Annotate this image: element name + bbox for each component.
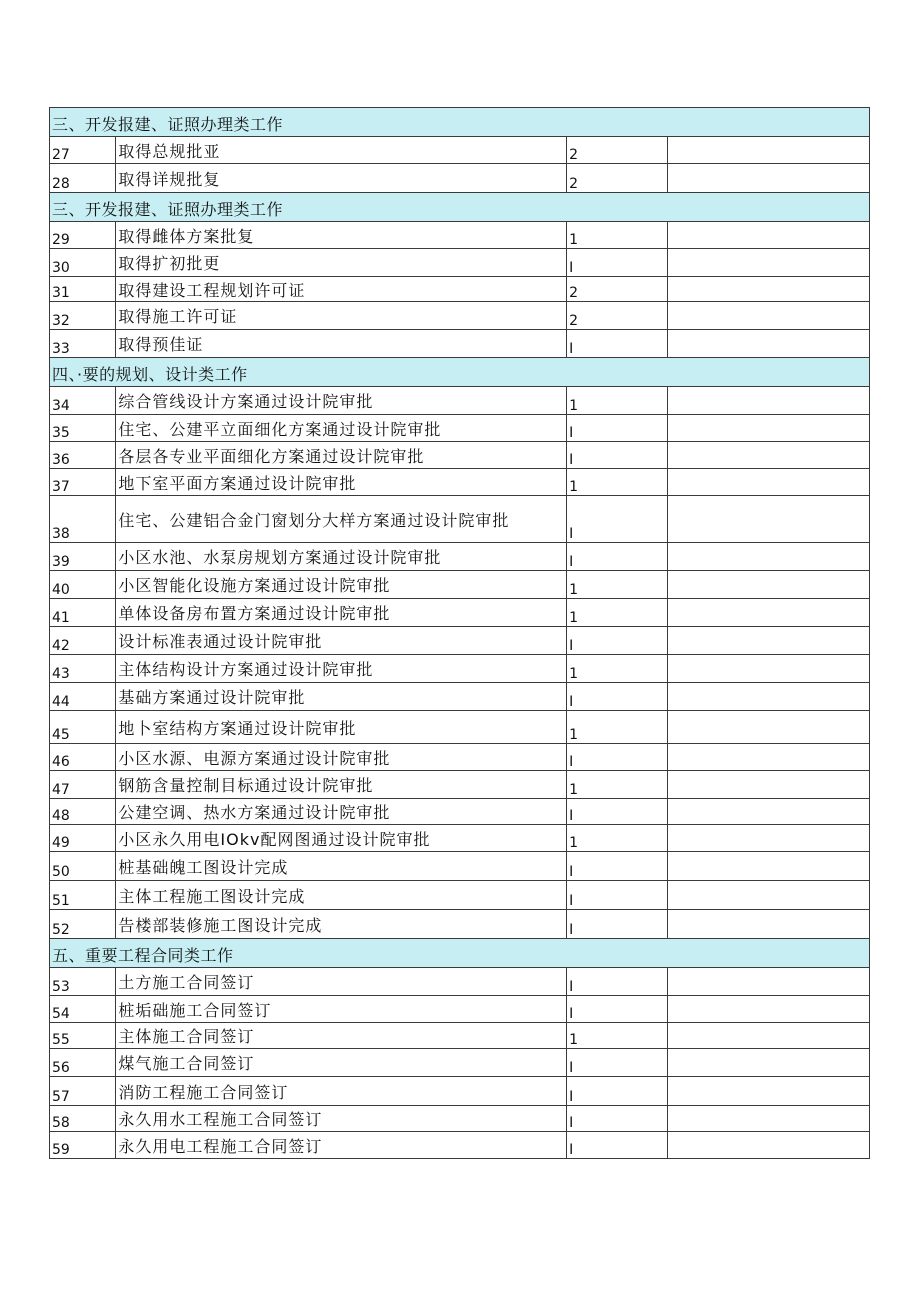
remark-cell: [667, 1077, 869, 1106]
task-name: 小区永久用电IOkv配网图通过设计院审批: [116, 825, 567, 852]
task-name: 土方施工合同签订: [116, 968, 567, 996]
table-row: [50, 571, 870, 599]
remark-cell: [667, 330, 869, 358]
row-number: 29: [50, 222, 116, 249]
row-number: 36: [50, 442, 116, 469]
table-row: [50, 277, 870, 302]
remark-cell: [667, 164, 869, 193]
remark-cell: [667, 543, 869, 571]
priority-value: 1: [567, 711, 668, 744]
task-name: 小区水池、水泵房规划方案通过设计院审批: [116, 543, 567, 571]
remark-cell: [667, 277, 869, 302]
remark-cell: [667, 683, 869, 711]
remark-cell: [667, 1106, 869, 1132]
row-number: 41: [50, 599, 116, 627]
table-row: [50, 1049, 870, 1077]
priority-value: I: [567, 1077, 668, 1106]
priority-value: 2: [567, 277, 668, 302]
table-row: [50, 1106, 870, 1132]
row-number: 43: [50, 655, 116, 683]
row-number: 40: [50, 571, 116, 599]
table-row: [50, 1077, 870, 1106]
task-name: 煤气施工合同签订: [116, 1049, 567, 1077]
table-row: [50, 330, 870, 358]
remark-cell: [667, 442, 869, 469]
remark-cell: [667, 881, 869, 910]
row-number: 46: [50, 744, 116, 771]
row-number: 44: [50, 683, 116, 711]
remark-cell: [667, 222, 869, 249]
work-plan-table: [49, 107, 870, 1159]
priority-value: I: [567, 442, 668, 469]
priority-value: I: [567, 496, 668, 543]
table-row: [50, 496, 870, 543]
remark-cell: [667, 571, 869, 599]
priority-value: I: [567, 330, 668, 358]
row-number: 48: [50, 799, 116, 825]
task-name: 取得建设工程规划许可证: [116, 277, 567, 302]
table-row: [50, 968, 870, 996]
table-row: [50, 543, 870, 571]
row-number: 51: [50, 881, 116, 910]
table-row: [50, 799, 870, 825]
table-row: [50, 249, 870, 277]
table-row: [50, 164, 870, 193]
priority-value: I: [567, 249, 668, 277]
table-row: [50, 599, 870, 627]
priority-value: I: [567, 852, 668, 881]
task-name: 主体工程施工图设计完成: [116, 881, 567, 910]
row-number: 53: [50, 968, 116, 996]
table-row: [50, 825, 870, 852]
priority-value: I: [567, 1132, 668, 1159]
row-number: 56: [50, 1049, 116, 1077]
task-name: 设计标准表通过设计院审批: [116, 627, 567, 655]
task-name: 永久用电工程施工合同签订: [116, 1132, 567, 1159]
row-number: 32: [50, 302, 116, 330]
row-number: 54: [50, 996, 116, 1023]
task-name: 小区智能化设施方案通过设计院审批: [116, 571, 567, 599]
priority-value: 1: [567, 771, 668, 799]
remark-cell: [667, 415, 869, 442]
remark-cell: [667, 655, 869, 683]
table-row: [50, 711, 870, 744]
task-name: 取得详规批复: [116, 164, 567, 193]
priority-value: 2: [567, 137, 668, 164]
task-name: 消防工程施工合同签订: [116, 1077, 567, 1106]
remark-cell: [667, 996, 869, 1023]
remark-cell: [667, 599, 869, 627]
task-name: 小区水源、电源方案通过设计院审批: [116, 744, 567, 771]
priority-value: 2: [567, 302, 668, 330]
priority-value: 1: [567, 387, 668, 415]
section-title: 三、开发报建、证照办理类工作: [50, 193, 870, 222]
task-name: 综合管线设计方案通过设计院审批: [116, 387, 567, 415]
table-row: [50, 302, 870, 330]
row-number: 49: [50, 825, 116, 852]
row-number: 34: [50, 387, 116, 415]
task-name: 取得雌体方案批复: [116, 222, 567, 249]
table-row: [50, 1023, 870, 1049]
task-name: 取得预佳证: [116, 330, 567, 358]
section-header: [50, 358, 870, 387]
task-name: 永久用水工程施工合同签订: [116, 1106, 567, 1132]
remark-cell: [667, 387, 869, 415]
row-number: 28: [50, 164, 116, 193]
priority-value: I: [567, 910, 668, 939]
task-name: 住宅、公建铝合金门窗划分大样方案通过设计院审批: [116, 496, 567, 543]
priority-value: I: [567, 683, 668, 711]
remark-cell: [667, 825, 869, 852]
table-row: [50, 655, 870, 683]
task-name: 地下室平面方案通过设计院审批: [116, 469, 567, 496]
priority-value: 1: [567, 1023, 668, 1049]
task-name: 主体结构设计方案通过设计院审批: [116, 655, 567, 683]
remark-cell: [667, 249, 869, 277]
row-number: 47: [50, 771, 116, 799]
table-row: [50, 852, 870, 881]
table-row: [50, 910, 870, 939]
priority-value: I: [567, 996, 668, 1023]
row-number: 35: [50, 415, 116, 442]
table-row: [50, 996, 870, 1023]
row-number: 37: [50, 469, 116, 496]
priority-value: 1: [567, 599, 668, 627]
task-name: 钢筋含量控制目标通过设计院审批: [116, 771, 567, 799]
remark-cell: [667, 469, 869, 496]
task-name: 取得扩初批更: [116, 249, 567, 277]
section-title: 五、重要工程合同类工作: [50, 939, 870, 968]
task-name: 主体施工合同签订: [116, 1023, 567, 1049]
priority-value: 1: [567, 469, 668, 496]
priority-value: I: [567, 415, 668, 442]
remark-cell: [667, 627, 869, 655]
section-header: [50, 193, 870, 222]
row-number: 27: [50, 137, 116, 164]
remark-cell: [667, 799, 869, 825]
priority-value: I: [567, 627, 668, 655]
table-row: [50, 1132, 870, 1159]
remark-cell: [667, 1023, 869, 1049]
row-number: 31: [50, 277, 116, 302]
section-title: 四、·要的规划、设计类工作: [50, 358, 870, 387]
task-name: 住宅、公建平立面细化方案通过设计院审批: [116, 415, 567, 442]
remark-cell: [667, 302, 869, 330]
task-name: 取得施工许可证: [116, 302, 567, 330]
task-name: 单体设备房布置方案通过设计院审批: [116, 599, 567, 627]
priority-value: I: [567, 799, 668, 825]
task-name: 取得总规批亚: [116, 137, 567, 164]
remark-cell: [667, 852, 869, 881]
table-row: [50, 683, 870, 711]
table-row: [50, 442, 870, 469]
priority-value: 1: [567, 825, 668, 852]
remark-cell: [667, 968, 869, 996]
task-name: 地卜室结构方案通过设计院审批: [116, 711, 567, 744]
table-body: [50, 108, 870, 1159]
remark-cell: [667, 496, 869, 543]
table-row: [50, 627, 870, 655]
row-number: 39: [50, 543, 116, 571]
row-number: 59: [50, 1132, 116, 1159]
row-number: 58: [50, 1106, 116, 1132]
section-title: 三、开发报建、证照办理类工作: [50, 108, 870, 137]
remark-cell: [667, 771, 869, 799]
row-number: 57: [50, 1077, 116, 1106]
remark-cell: [667, 711, 869, 744]
row-number: 33: [50, 330, 116, 358]
table-row: [50, 137, 870, 164]
row-number: 30: [50, 249, 116, 277]
remark-cell: [667, 744, 869, 771]
table-row: [50, 881, 870, 910]
task-name: 公建空调、热水方案通过设计院审批: [116, 799, 567, 825]
remark-cell: [667, 910, 869, 939]
task-name: 桩基础魄工图设计完成: [116, 852, 567, 881]
table-row: [50, 744, 870, 771]
table-row: [50, 415, 870, 442]
priority-value: I: [567, 1106, 668, 1132]
row-number: 50: [50, 852, 116, 881]
section-header: [50, 939, 870, 968]
row-number: 38: [50, 496, 116, 543]
priority-value: I: [567, 744, 668, 771]
row-number: 52: [50, 910, 116, 939]
priority-value: 2: [567, 164, 668, 193]
task-name: 基础方案通过设计院审批: [116, 683, 567, 711]
priority-value: I: [567, 1049, 668, 1077]
remark-cell: [667, 1049, 869, 1077]
row-number: 42: [50, 627, 116, 655]
remark-cell: [667, 137, 869, 164]
row-number: 55: [50, 1023, 116, 1049]
task-name: 桩垢础施工合同签订: [116, 996, 567, 1023]
priority-value: 1: [567, 571, 668, 599]
table-row: [50, 771, 870, 799]
task-name: 告楼部装修施工图设计完成: [116, 910, 567, 939]
priority-value: I: [567, 543, 668, 571]
priority-value: 1: [567, 222, 668, 249]
priority-value: I: [567, 968, 668, 996]
table-row: [50, 387, 870, 415]
table-row: [50, 469, 870, 496]
task-name: 各层各专业平面细化方案通过设计院审批: [116, 442, 567, 469]
priority-value: 1: [567, 655, 668, 683]
remark-cell: [667, 1132, 869, 1159]
row-number: 45: [50, 711, 116, 744]
section-header: [50, 108, 870, 137]
priority-value: I: [567, 881, 668, 910]
table-row: [50, 222, 870, 249]
